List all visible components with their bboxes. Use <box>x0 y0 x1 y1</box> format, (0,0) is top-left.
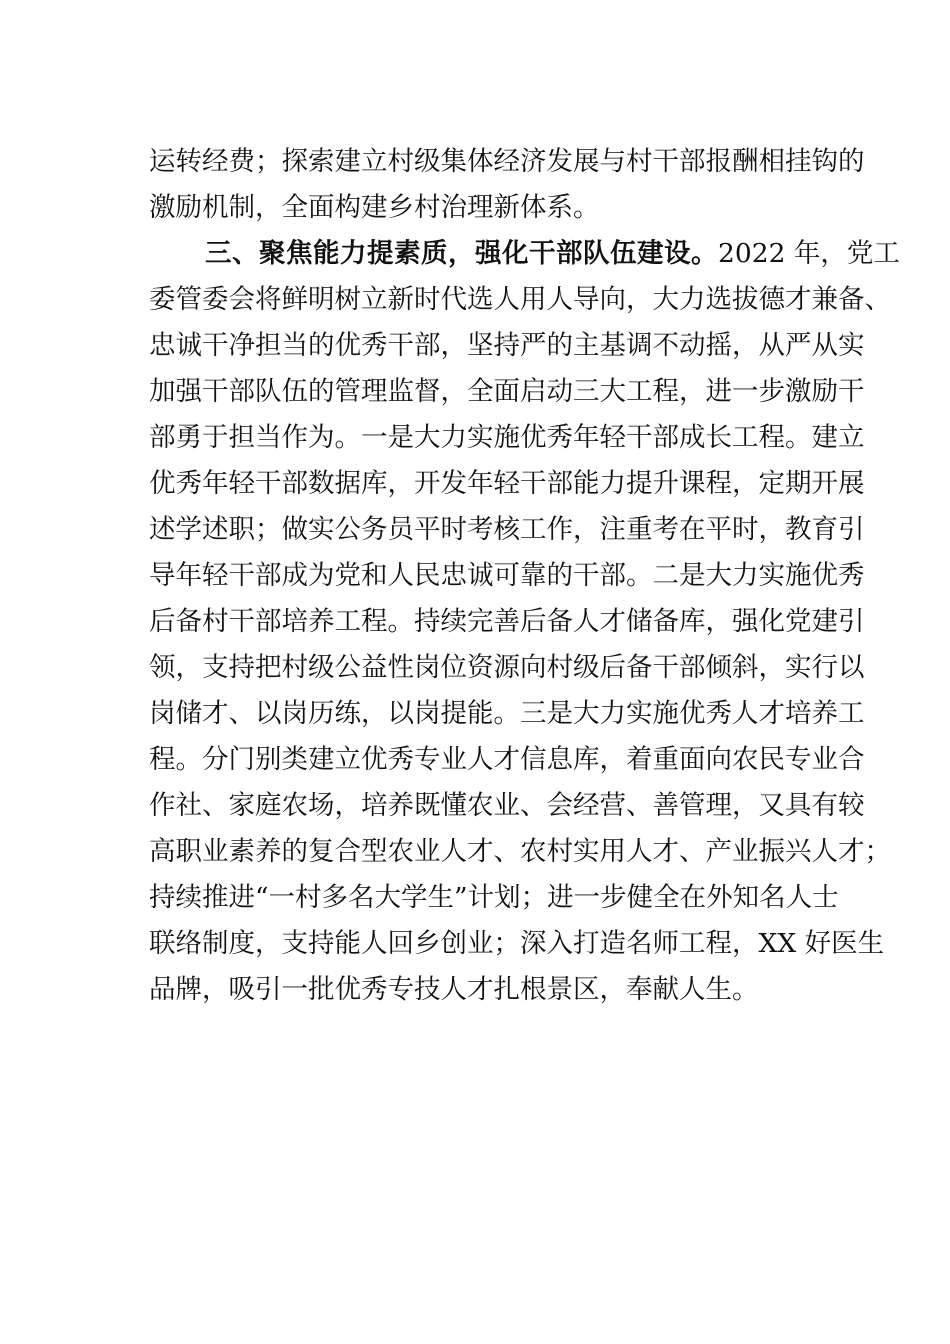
paragraph-2-line: 高职业素养的复合型农业人才、农村实用人才、产业振兴人才； <box>149 836 891 867</box>
paragraph-2-line: 述学述职；做实公务员平时考核工作，注重考在平时，教育引 <box>149 514 865 545</box>
paragraph-2-line: 后备村干部培养工程。持续完善后备人才储备库，强化党建引 <box>149 606 865 637</box>
paragraph-2-line: 优秀年轻干部数据库，开发年轻干部能力提升课程，定期开展 <box>149 468 865 499</box>
paragraph-2-line: 作社、家庭农场，培养既懂农业、会经营、善管理，又具有较 <box>149 790 865 821</box>
paragraph-1-line-1: 运转经费；探索建立村级集体经济发展与村干部报酬相挂钩的 <box>149 146 865 177</box>
paragraph-2-line: 程。分门别类建立优秀专业人才信息库，着重面向农民专业合 <box>149 744 865 775</box>
section-heading-continuation: 2022 年，党工 <box>718 238 900 269</box>
paragraph-2-last-line: 品牌，吸引一批优秀专技人才扎根景区，奉献人生。 <box>149 974 759 1005</box>
section-heading: 三、聚焦能力提素质，强化干部队伍建设。 <box>205 238 718 269</box>
paragraph-2-line: 部勇于担当作为。一是大力实施优秀年轻干部成长工程。建立 <box>149 422 865 453</box>
paragraph-1-line-2: 激励机制，全面构建乡村治理新体系。 <box>149 192 600 223</box>
paragraph-2-line: 联络制度，支持能人回乡创业；深入打造名师工程，XX 好医生 <box>149 928 885 959</box>
paragraph-2-line: 忠诚干净担当的优秀干部，坚持严的主基调不动摇，从严从实 <box>149 330 865 361</box>
paragraph-2-line: 加强干部队伍的管理监督，全面启动三大工程，进一步激励干 <box>149 376 865 407</box>
paragraph-2-line: 持续推进“一村多名大学生”计划；进一步健全在外知名人士 <box>149 882 839 913</box>
paragraph-2-line: 导年轻干部成为党和人民忠诚可靠的干部。二是大力实施优秀 <box>149 560 865 591</box>
paragraph-2-line: 岗储才、以岗历练，以岗提能。三是大力实施优秀人才培养工 <box>149 698 865 729</box>
paragraph-2-line: 领，支持把村级公益性岗位资源向村级后备干部倾斜，实行以 <box>149 652 865 683</box>
paragraph-2-first-line <box>205 232 900 276</box>
paragraph-2-line: 委管委会将鲜明树立新时代选人用人导向，大力选拔德才兼备、 <box>149 284 891 315</box>
